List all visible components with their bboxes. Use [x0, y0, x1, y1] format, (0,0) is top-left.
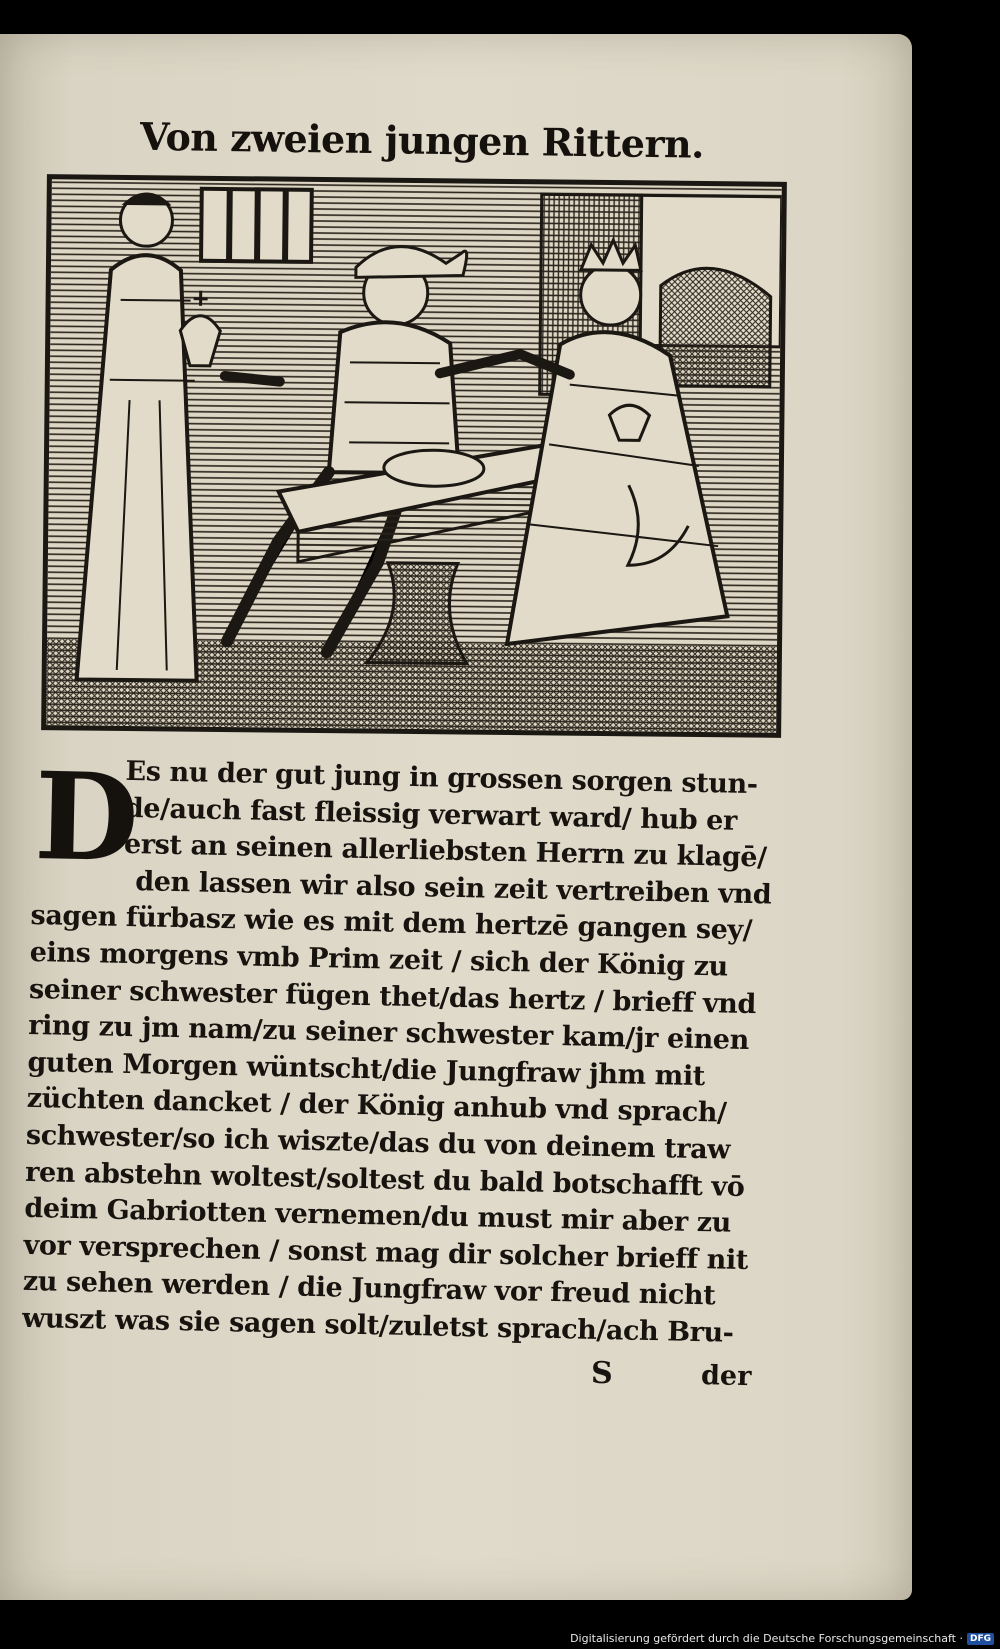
signature-mark: S	[590, 1355, 614, 1391]
text-line: seiner schwester fügen thet/das hertz / brieff vnd	[28, 973, 757, 1020]
page-foot	[21, 1343, 782, 1399]
footer-credit: Digitalisierung gefördert durch die Deutsche Forschungsgemeinschaft ·	[570, 1632, 963, 1645]
woodcut-illustration	[41, 174, 787, 738]
text-line: deim Gabriotten vernemen/du must mir aber zu	[24, 1193, 732, 1239]
running-title: Von zweien jungen Rittern.	[139, 113, 705, 167]
woodcut-drawing	[46, 179, 782, 733]
book-page	[0, 34, 912, 1600]
text-line: züchten dancket / der König anhub vnd sprach/	[26, 1083, 727, 1129]
text-line: ren abstehn woltest/soltest du bald botschafft vō	[24, 1156, 745, 1203]
text-line: den lassen wir also sein zeit vertreiben vnd	[134, 865, 772, 911]
text-line: vor versprechen / sonst mag dir solcher brieff nit	[23, 1229, 749, 1276]
text-line: erst an seinen allerliebsten Herrn zu klagē/	[123, 829, 767, 874]
text-line: de/auch fast fleissig verwart ward/ hub er	[124, 792, 738, 837]
text-line: Es nu der gut jung in grossen sorgen stun-	[125, 755, 758, 801]
footer	[570, 1632, 994, 1645]
dfg-logo-icon: DFG	[967, 1633, 994, 1645]
text-line: schwester/so ich wiszte/das du von deinem traw	[25, 1119, 731, 1166]
text-line: ring zu jm nam/zu seiner schwester kam/jr einen	[27, 1010, 750, 1057]
text-line: sagen fürbasz wie es mit dem hertzē gangen sey/	[30, 900, 753, 947]
text-line: zu sehen werden / die Jungfraw vor freud nicht	[22, 1266, 716, 1312]
text-block	[21, 746, 794, 1399]
text-line: guten Morgen wüntscht/die Jungfraw jhm mit	[27, 1046, 706, 1092]
text-line: eins morgens vmb Prim zeit / sich der König zu	[29, 936, 729, 983]
drop-cap-initial: D	[33, 746, 141, 890]
catchword: der	[700, 1359, 752, 1392]
text-line: wuszt was sie sagen solt/zuletst sprach/ach Bru-	[21, 1302, 734, 1349]
